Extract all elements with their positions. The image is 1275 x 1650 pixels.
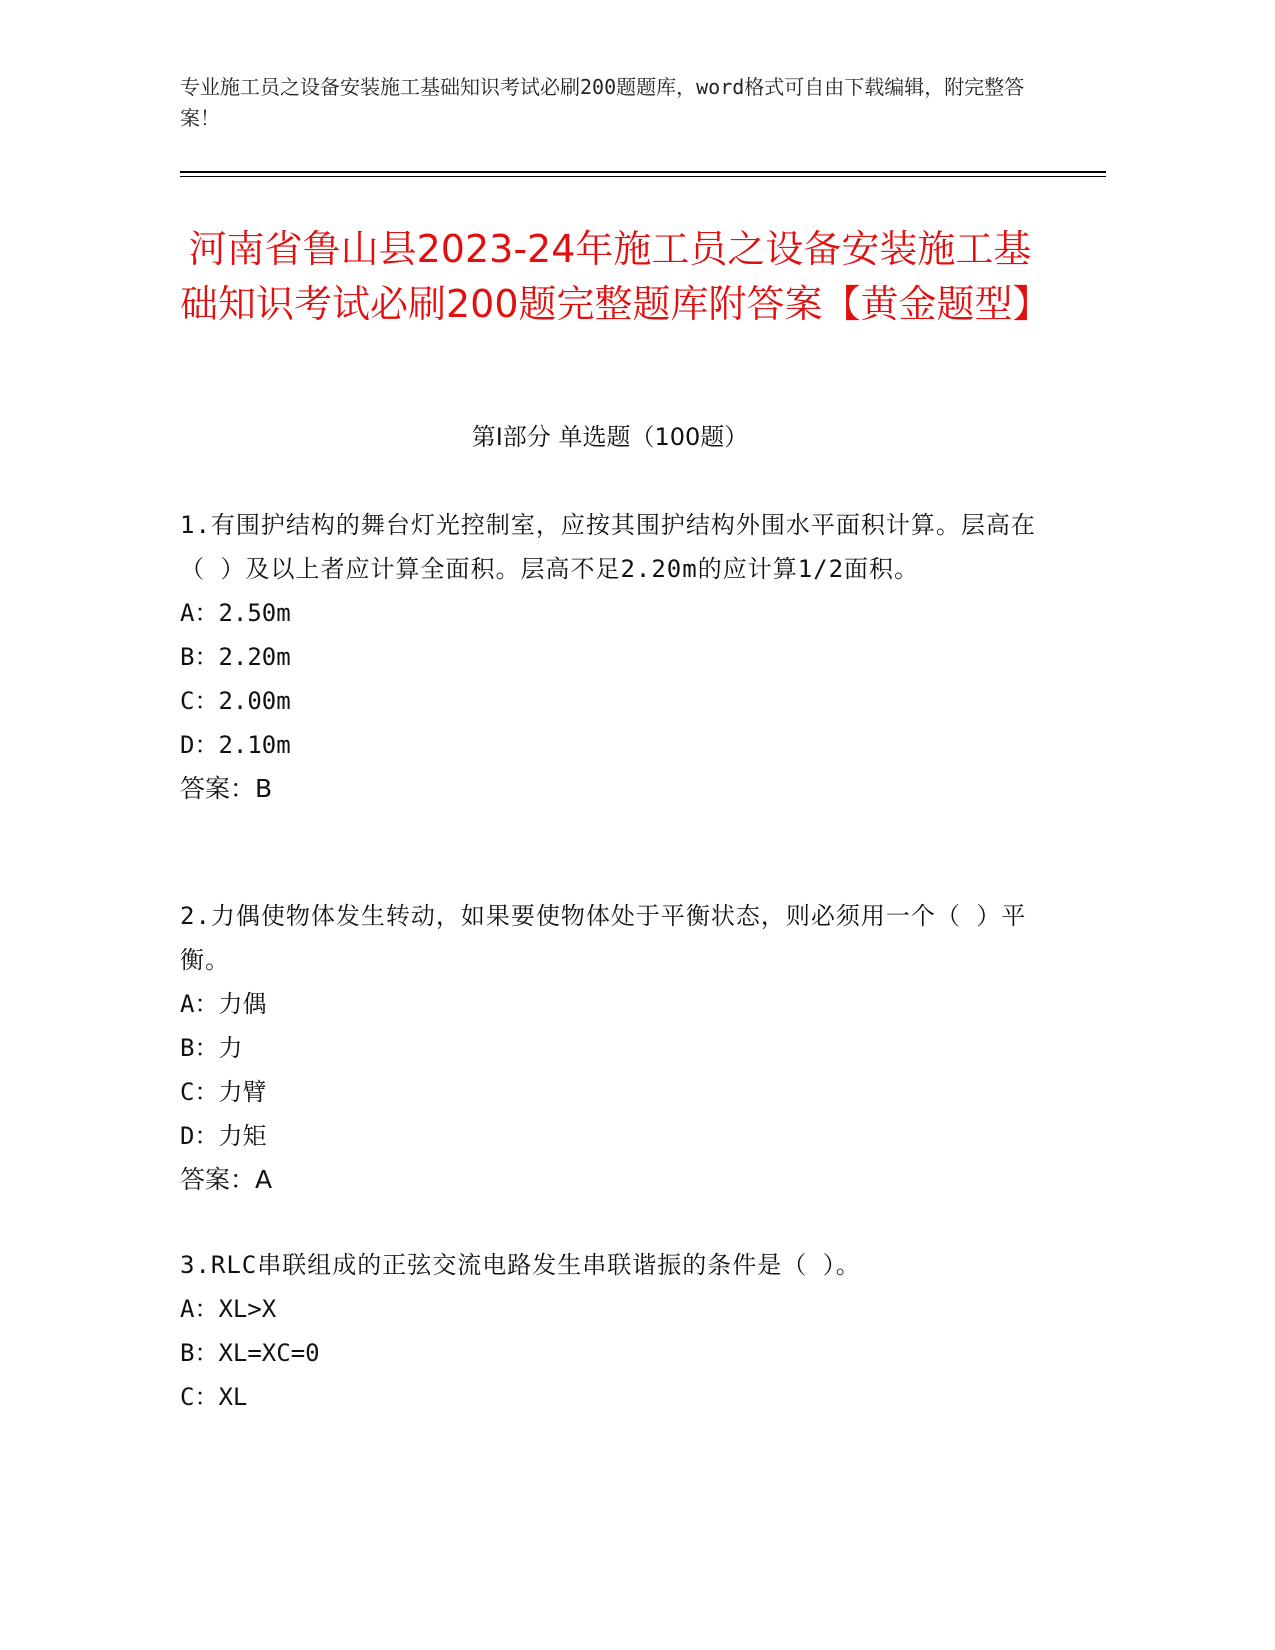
header-divider-thick xyxy=(180,171,1106,173)
section-heading: 第Ⅰ部分 单选题（100题） xyxy=(471,423,749,451)
option-a: A：力偶 xyxy=(180,990,267,1018)
question-stem: 1.有围护结构的舞台灯光控制室，应按其围护结构外围水平面积计算。层高在（ ）及以上者应计算全面积。层高不足2.20m的应计算1/2面积。 xyxy=(180,511,1036,583)
header-note: 专业施工员之设备安装施工基础知识考试必刷200题题库，word格式可自由下载编辑，附完整答案！ xyxy=(180,75,1025,130)
answer: 答案：A xyxy=(180,1165,273,1194)
question-3 xyxy=(180,1243,1040,1419)
question-1 xyxy=(180,503,1040,811)
option-b: B：力 xyxy=(180,1034,243,1062)
option-d: D：力矩 xyxy=(180,1122,267,1150)
option-a: A：2.50m xyxy=(180,599,291,627)
option-c: C：XL xyxy=(180,1383,248,1411)
question-stem: 3.RLC串联组成的正弦交流电路发生串联谐振的条件是（ ）。 xyxy=(180,1251,861,1279)
option-d: D：2.10m xyxy=(180,731,291,759)
option-c: C：2.00m xyxy=(180,687,291,715)
option-b: B：2.20m xyxy=(180,643,291,671)
document-title: 河南省鲁山县2023-24年施工员之设备安装施工基础知识考试必刷200题完整题库附答案【黄金题型】 xyxy=(180,227,1051,326)
option-b: B：XL=XC=0 xyxy=(180,1339,320,1367)
option-a: A：XL>X xyxy=(180,1295,277,1323)
option-c: C：力臂 xyxy=(180,1078,267,1106)
header-divider-thin xyxy=(180,176,1106,177)
question-2 xyxy=(180,894,1040,1202)
question-stem: 2.力偶使物体发生转动，如果要使物体处于平衡状态，则必须用一个（ ）平衡。 xyxy=(180,902,1027,974)
answer: 答案：B xyxy=(180,774,273,803)
